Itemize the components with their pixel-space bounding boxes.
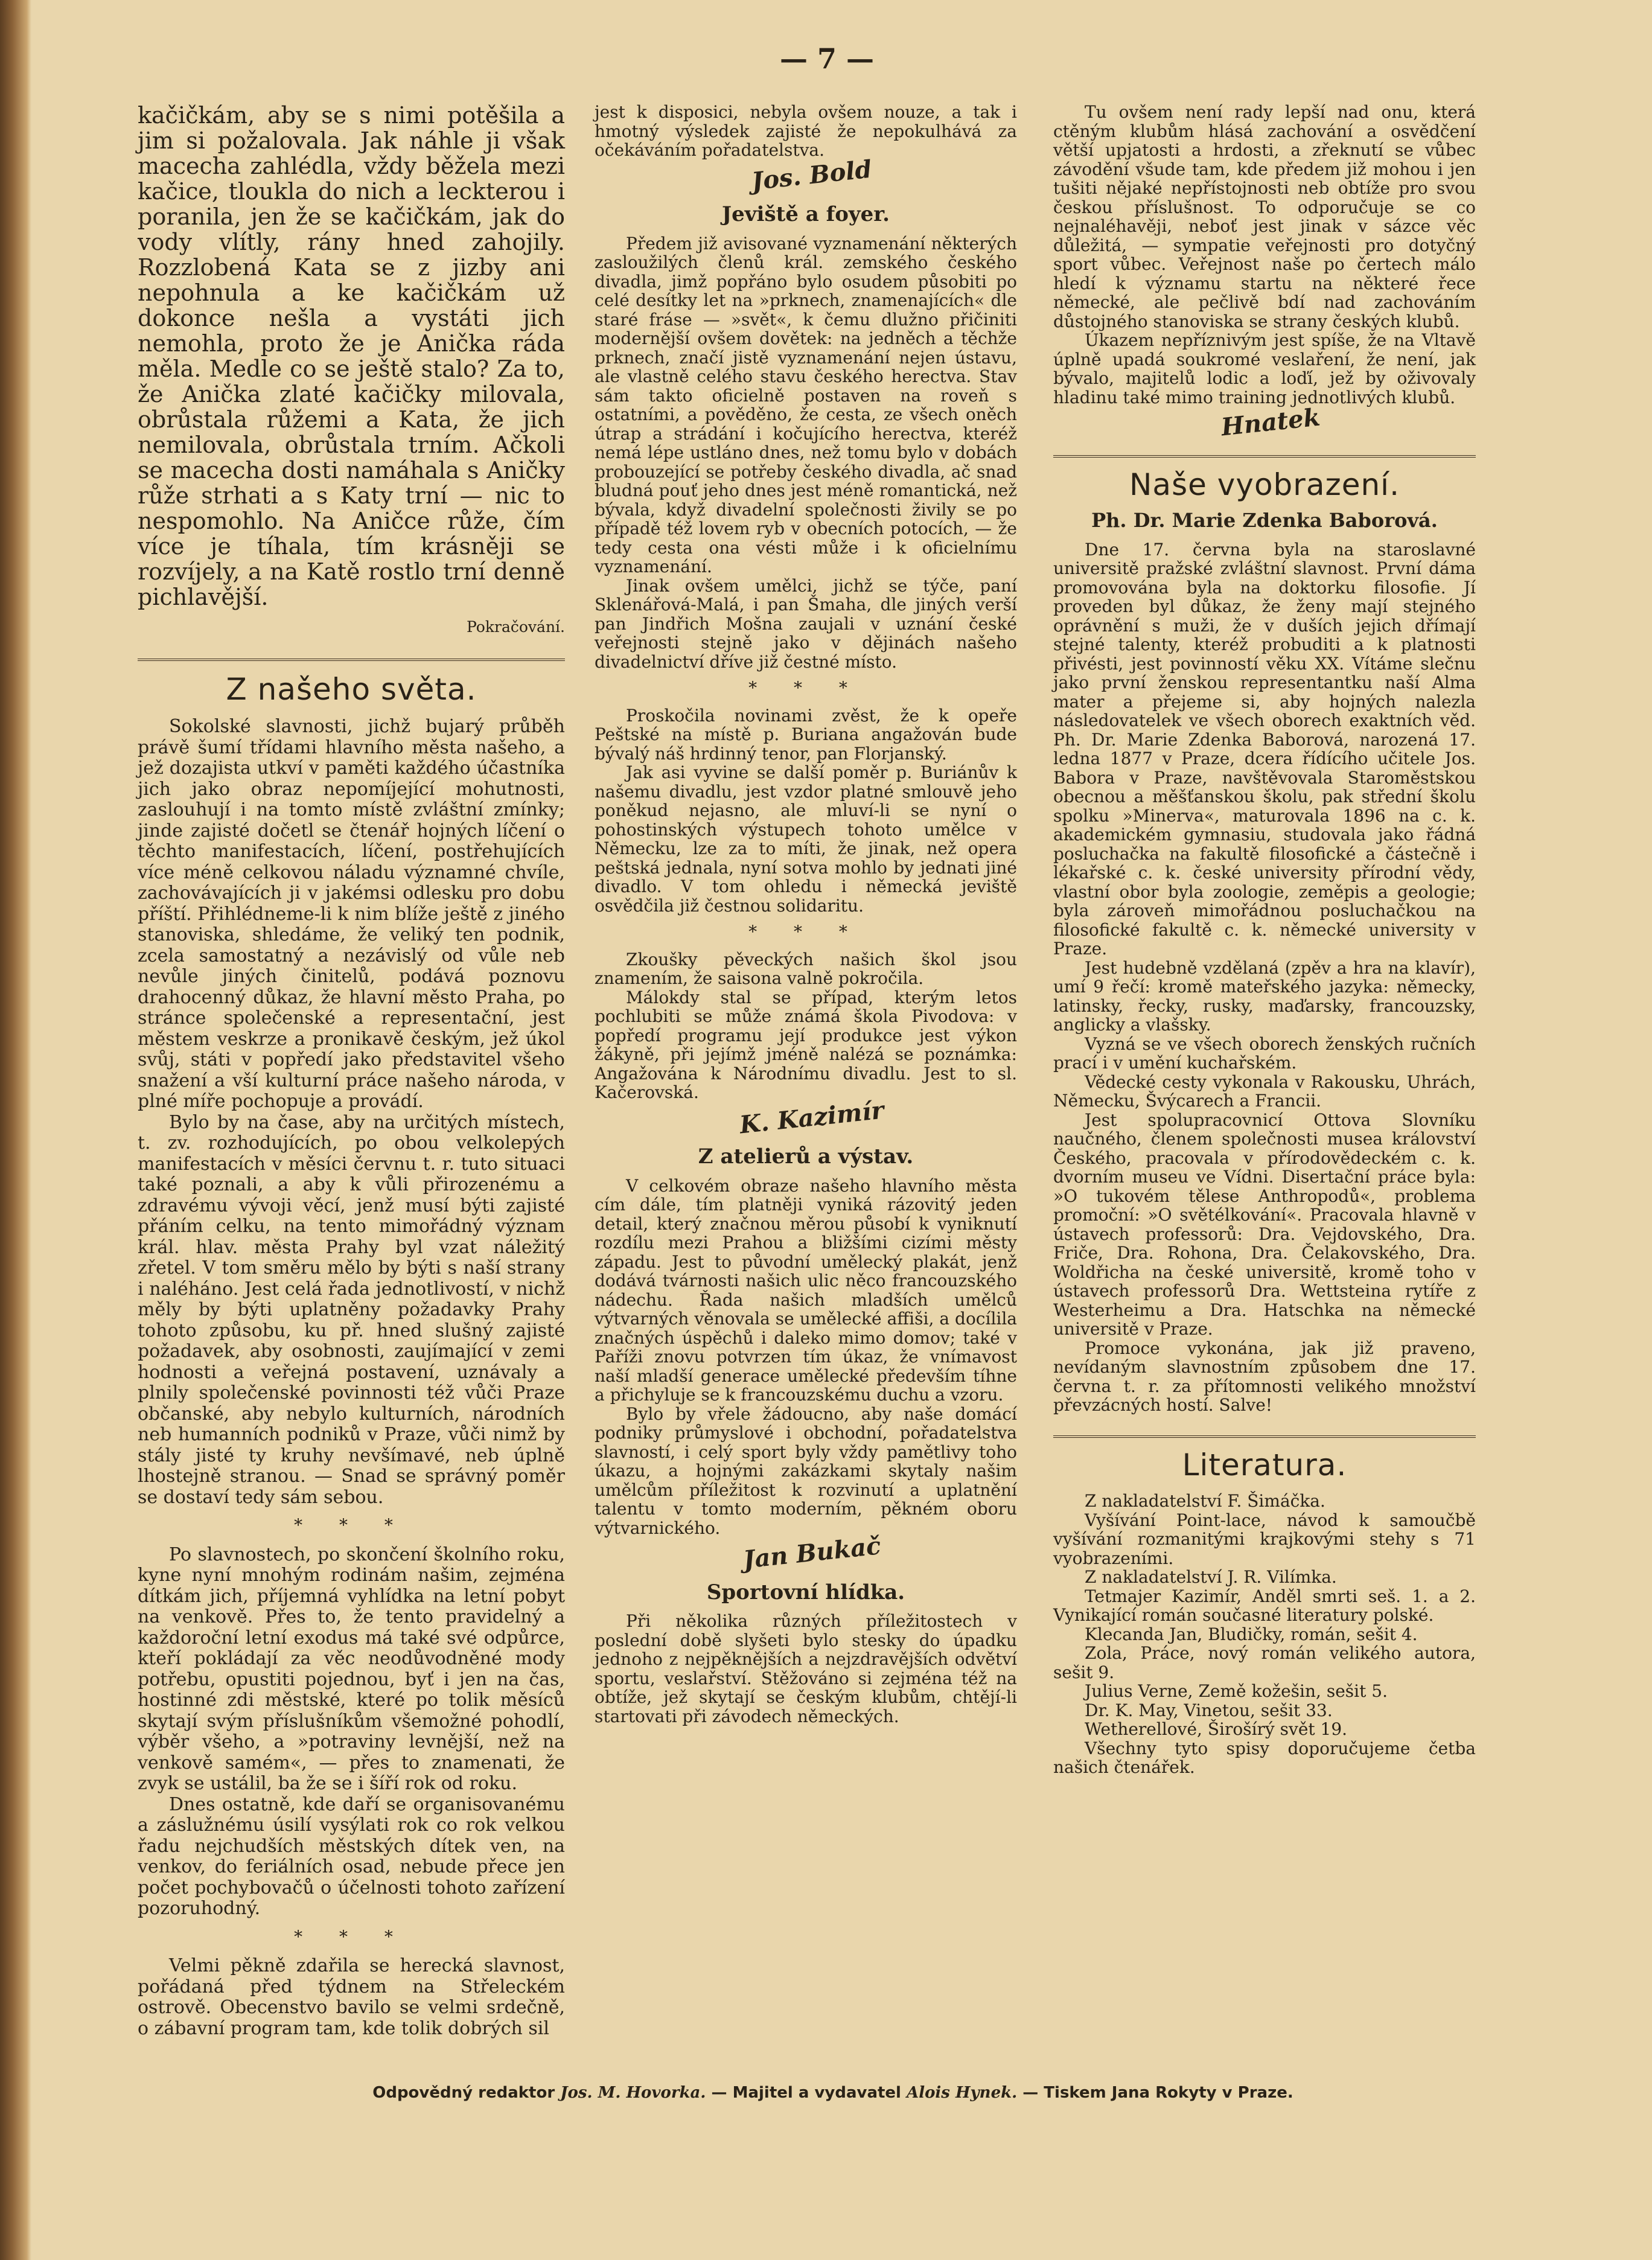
editor-name: Jos. M. Hovorka. [560,2084,706,2102]
literature-item: Julius Verne, Země kožešin, sešit 5. [1085,1681,1388,1701]
article-paragraph: Zkoušky pěveckých našich škol jsou znamením, že saisona valně pokročila. [595,949,1017,988]
section-divider [138,659,565,661]
signature [1053,403,1476,442]
article-paragraph: Vyzná se ve všech oborech ženských ručních prací i v umění kuchařském. [1053,1033,1476,1073]
literature-item: Zola, Práce, nový román velikého autora, sešit 9. [1053,1643,1476,1682]
article-paragraph: Jinak ovšem umělci, jichž se týče, paní Sklenářová-Malá, i pan Šmaha, dle jiných verší pan Jindřich Mošna zaujali v uznání české veřejnosti stejně jako v dějinách našeho divadelnictví dříve již čestné místo. [595,575,1017,672]
section-heading-z-atelieru-a-vystav: Z atelierů a výstav. [698,1144,914,1169]
column-left [138,103,565,2039]
article-paragraph: Dne 17. června byla na staroslavné universitě pražské zvláštní slavnost. První dáma promovována byla na doktorku filosofie. Jí proveden byl důkaz, že ženy mají stejného oprávnění s muži, že v duších jejich dřímají stejné talenty, kteréž probuditi a k platnosti přivésti, jest povinností věku XX. Vítáme slečnu jako první ženskou representantku naší Alma mater a přejeme si, aby hojných nalezla následovatelek ve všech oborech exaktních věd. Ph. Dr. Marie Zdenka Baborová, narozená 17. ledna 1877 v Praze, dcera řídícího učitele Jos. Babora v Praze, navštěvovala Staroměstskou obecnou a měšťanskou školu, pak střední školu spolku »Minerva«, maturovala 1896 na c. k. akademickém gymnasiu, studovala jako řádná posluchačka na fakultě filosofické a částečně i lékařské c. k. české university přírodní vědy, vlastní obor byla zoologie, zeměpis a geologie; byla zároveň mimořádnou posluchačkou na filosofické fakultě c. k. německé university v Praze. [1053,539,1476,959]
story-continuation: kačičkám, aby se s nimi potěšila a jim si požalovala. Jak náhle ji však macecha zahlédla, vždy běžela mezi kačice, tloukla do nich a leckterou i poranila, jen že se kačičkám, jak do vody vlítly, rány hned zahojily. Rozzlobená Kata se z jizby ani nepohnula a ke kačičkám už dokonce nešla a vystáti jich nemohla, proto že je Anička ráda měla. Medle co se ještě stalo? Za to, že Anička zlaté kačičky milovala, obrůstala růžemi a Kata, že jich nemilovala, obrůstala trním. Ačkoli se macecha dosti namáhala s Aničky růže strhati a s Katy trní — nic to nespomohlo. Na Aničce růže, čím více je tíhala, tím krásněji se rozvíjely, a na Katě rostlo trní denně pichlavější. [138,102,565,610]
signature-text: Jan Bukač [741,1531,882,1574]
article-paragraph: Vědecké cesty vykonala v Rakousku, Uhrách, Německu, Švýcarech a Francii. [1053,1071,1476,1111]
asterism-separator: * * * [294,1515,409,1535]
section-heading-literatura: Literatura. [1182,1447,1347,1483]
article-paragraph: Jak asi vyvine se další poměr p. Buriánův k našemu divadlu, jest vzdor platné smlouvě jeho poněkud nejasno, ale mluví-li se nyní o pohostinských výstupech tohoto umělce v Německu, lze za to míti, že jinak, než opera peštská jednala, nyní sotva mohlo by jednati jiné divadlo. V tom ohledu i německá jeviště osvědčila již čestnou solidaritu. [595,762,1017,916]
section-heading-sportovni-hlidka: Sportovní hlídka. [706,1580,905,1604]
article-paragraph: Promoce vykonána, jak již praveno, nevídaným slavnostním způsobem dne 17. června t. r. za přítomnosti velikého množství převzácných hostí. Salve! [1053,1338,1476,1415]
page-binding-edge [0,0,31,2260]
article-paragraph: Velmi pěkně zdařila se herecká slavnost, pořádaná před týdnem na Střeleckém ostrově. Obecenstvo bavilo se velmi srdečně, o zábavní program tam, kde tolik dobrých sil [138,1955,565,2039]
article-paragraph: Dnes ostatně, kde daří se organisovanému a záslužnému úsilí vysýlati rok co rok velkou řadu nejchudších městských dítek ven, na venkov, do feriálních osad, nebude přece jen počet pochybovačů o účelnosti tohoto zařízení pozoruhodný. [138,1793,565,1919]
editor-label: Odpovědný redaktor [372,2084,555,2102]
literature-publisher: Z nakladatelství F. Šimáčka. [1085,1491,1325,1511]
article-paragraph: jest k disposici, nebyla ovšem nouze, a tak i hmotný výsledek zajisté že nepokulhává za očekáváním pořadatelstva. [595,102,1017,160]
signature-text: Hnatek [1219,403,1322,442]
article-paragraph: V celkovém obraze našeho hlavního města cím dále, tím platněji vyniká rázovitý jeden detail, který značnou měrou působí k vyniknutí rozdílu mezi Prahou a bližšími cizími městy západu. Jest to původní umělecký plakát, jenž dodává tvárnosti našich ulic něco francouzského nádechu. Řada našich mladších umělců výtvarných věnovala se umělecké affiši, a docílila značných úspěchů i daleko mimo domov; také v Paříži znovu potvrzen tím úkaz, že vnímavost naší mladší generace umělecké především tíhne a přichyluje se k francouzskému duchu a vzoru. [595,1175,1017,1405]
publisher-label: — Majitel a vydavatel [711,2084,901,2102]
signature-text: Jos. Bold [750,155,873,196]
article-paragraph: Při několika různých příležitostech v poslední době slyšeti bylo stesky do úpadku jednoho z nejpěknějších a nejzdravějších odvětví sportu, veslařství. Stěžováno si zejména též na obtíže, jež skytají se českým klubům, chtějí-li startovati při závodech německých. [595,1611,1017,1726]
article-paragraph: Bylo by na čase, aby na určitých místech, t. zv. rozhodujících, po obou velkolepých manifestacích v měsíci červnu t. r. tuto situaci také poznali, a aby k vůli přirozenému a zdravému vývoji věcí, jenž musí býti zajisté přáním celku, na tento mimořádný význam král. hlav. města Prahy byl vzat náležitý zřetel. V tom směru mělo by býti s naší strany i naléháno. Jest celá řada jednotlivostí, v nichž měly by býti uplatněny požadavky Prahy tohoto způsobu, ku př. hned slušný zajisté požadavek, aby osobnosti, zaujímající v zemi hodnosti a veřejná postavení, uznávaly a plnily společenské povinnosti též vůči Praze občanské, aby nebylo kulturních, národních neb humanních podniků v Praze, vůči nimž by stály jisté ty kruhy nevšímavé, neb úplně lhostejně stranou. — Snad se správný poměr se dostaví tedy sám sebou. [138,1111,565,1508]
imprint-footer [338,2084,1328,2102]
section-divider [1053,455,1476,458]
signature-text: K. Kazimír [738,1096,885,1139]
article-paragraph: Úkazem nepříznivým jest spíše, že na Vltavě úplně upadá soukromé veslaření, že není, jak bývalo, majitelů lodic a loďí, jež by oživovaly hladinu také mimo training jednotlivých klubů. [1053,330,1476,407]
literature-item: Vyšívání Point-lace, návod k samoučbě vyšívání rozmanitými krajkovými stehy s 71 vyobrazeními. [1053,1510,1476,1568]
section-divider [1053,1435,1476,1438]
asterism-separator: * * * [748,922,863,942]
article-paragraph: Jest spolupracovnicí Ottova Slovníku naučného, členem společnosti musea království Českého, pracovala v přírodovědeckém c. k. dvorním museu ve Vídni. Disertační práce byla: »O tukovém tělese Anthropodů«, problema promoční: »O světélkování«. Pracovala hlavně v ústavech professorů: Dra. Vejdovského, Dra. Friče, Dra. Rohona, Dra. Čelakovského, Dra. Woldřicha na české universitě, kromě toho v ústavech professorů Dra. Wettsteina rytíře z Westerheimu a Dra. Hatschka na německé universitě v Praze. [1053,1109,1476,1339]
section-heading-jeviste-a-foyer: Jeviště a foyer. [722,202,890,226]
section-heading-nase-vyobrazeni: Naše vyobrazení. [1129,467,1400,502]
literature-item: Dr. K. May, Vinetou, sešit 33. [1085,1700,1333,1720]
literature-item: Tetmajer Kazimír, Anděl smrti seš. 1. a 2. Vynikající román současné literatury polské. [1053,1586,1476,1625]
signature [595,1096,1017,1139]
article-paragraph: Tu ovšem není rady lepší nad onu, která ctěným klubům hlásá zachování a osvědčení větší upjatosti a hrdosti, a zřeknutí se vůbec závodění všude tam, kde předem již mohou i jen tušiti nějaké nepřístojnosti neb obtíže pro svou českou příslušnost. To odporučuje se co nejnaléhavěji, neboť jest jinak v sázce věc důležitá, — sympatie veřejnosti pro dotyčný sport vůbec. Veřejnost naše po čertech málo hledí k významu startu na některé řece německé, ale pečlivě bdí nad zachováním důstojného stanoviska se strany českých klubů. [1053,102,1476,331]
article-paragraph: Bylo by vřele žádoucno, aby naše domácí podniky průmyslové i obchodní, pořadatelstva slavností, i celý sport byly vždy pamětlivy toho úkazu, a hojnými zakázkami skytaly našim umělcům příležitost k rozvinutí a uplatnění talentu v tomto moderním, pěkném oboru výtvarnického. [595,1403,1017,1538]
signature [595,155,1017,196]
section-heading-z-naseho-sveta: Z našeho světa. [226,671,477,707]
article-paragraph: Sokolské slavnosti, jichž bujarý průběh právě šumí třídami hlavního města našeho, a jež dozajista utkví v paměti každého účastníka jich jako obraz nepomíjející mohutnosti, zaslouhují i na tomto místě zvláštní zmínky; jinde zajisté dočetl se čtenář hojných líčení o těchto manifestacích, líčení, postřehujících více méně celkovou náladu významné chvíle, zachovávajících ji v jakémsi odlesku pro dobu příští. Přihlédneme-li k nim blíže ještě z jiného stanoviska, shledáme, že veliký ten podnik, zcela samostatný a nezávislý od vůle neb nevůle jiných činitelů, podává poznovu drahocenný důkaz, že hlavní město Praha, po stránce společenské a representační, jest městem veskrze a pronikavě českým, jež úkol svůj, státi v popředí jako představitel všeho snažení a vší kulturní práce našeho národa, v plné míře pochopuje a provádí. [138,716,565,1112]
asterism-separator: * * * [748,678,863,698]
article-paragraph: Proskočila novinami zvěst, že k opeře Peštské na místě p. Buriana angažován bude bývalý náš hrdinný tenor, pan Florjanský. [595,705,1017,764]
literature-item: Klecanda Jan, Bludičky, román, sešit 4. [1085,1624,1418,1644]
literature-publisher: Z nakladatelství J. R. Vilímka. [1085,1567,1337,1587]
article-paragraph: Předem již avisované vyznamenání některých zasloužilých členů král. zemského českého divadla, jimž popřáno bylo osudem působiti po celé desítky let na »prknech, znamenajících« dle staré fráse — »svět«, k čemu dlužno přičiniti modernější ovšem dovětek: na jedněch a těchže prknech, značí jistě vyznamenání nejen ústavu, ale vlastně celého stavu českého herectva. Stav sám takto oficielně postaven na roveň s ostatními, a pověděno, že cesta, ze všech oněch útrap a strádání i kočujícího herectva, kteréž nemá lépe ustláno dnes, než tomu bylo v dobách probouzející se potřeby českého divadla, ač snad bludná pouť jeho dnes jest méně romantická, než bývala, když divadelní společnosti živily se po případě též lovem ryb v obecních potocích, — že tedy cesta ona vésti může i k oficielnímu vyznamenání. [595,233,1017,576]
literature-item: Wetherellové, Širošírý svět 19. [1085,1719,1348,1739]
article-paragraph: Po slavnostech, po skončení školního roku, kyne nyní mnohým rodinám našim, zejména dítkám jich, příjemná vyhlídka na letní pobyt na venkově. Přes to, že tento pravidelný a každoroční letní exodus má také své odpůrce, kteří pokládají za věc neodůvodněné mody potřebu, opustiti pojednou, byť i jen na čas, hostinné zdi městské, které po tolik měsíců skytají svým příslušníkům všemožné pohodlí, výběr všeho, a »potraviny levnější, než na venkově samém«, — přes to znamenati, že zvyk se ustálil, ba že se i šíří rok od roku. [138,1543,565,1794]
article-paragraph: Jest hudebně vzdělaná (zpěv a hra na klavír), umí 9 řečí: kromě mateřského jazyka: německy, latinsky, řecky, rusky, maďarsky, francouzsky, anglicky a vlašsky. [1053,957,1476,1035]
to-be-continued-note: Pokračování. [467,618,565,636]
literature-closing: Všechny tyto spisy doporučujeme četba našich čtenářek. [1053,1738,1476,1777]
article-subheading: Ph. Dr. Marie Zdenka Baborová. [1091,509,1438,532]
column-right [1053,103,1476,1777]
asterism-separator: * * * [294,1926,409,1947]
page-number: — 7 — [779,42,875,75]
signature [595,1531,1017,1574]
article-paragraph: Málokdy stal se případ, kterým letos pochlubiti se může známá škola Pivodova: v popředí programu její produkce jest výkon žákyně, při jejímž jméně nalézá se poznámka: Angažována k Národnímu divadlu. Jest to sl. Kačerovská. [595,987,1017,1102]
publisher-name: Alois Hynek. [907,2084,1018,2102]
printer-line: — Tiskem Jana Rokyty v Praze. [1022,2084,1293,2102]
column-middle [595,103,1017,1726]
